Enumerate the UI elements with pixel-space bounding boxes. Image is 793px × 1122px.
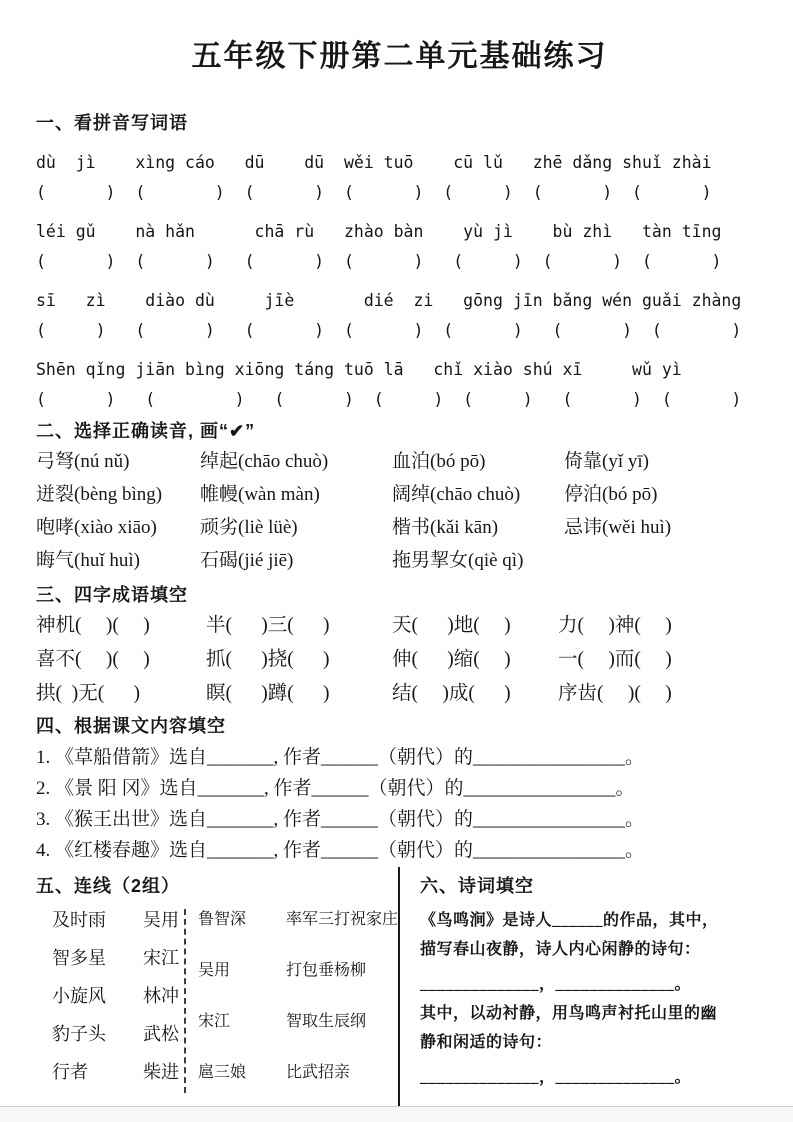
- hero-name: 武松: [143, 1024, 179, 1044]
- hero-name: 宋江: [198, 1013, 231, 1030]
- pron-item: 停泊(bó pō): [564, 484, 658, 505]
- idiom-blank: 抓( )挠( ): [206, 649, 330, 670]
- answer-parens-line-2: ( ) ( ) ( ) ( ) ( ) ( ) ( ): [36, 252, 722, 271]
- poetry-text-line: 其中，以动衬静，用鸟鸣声衬托山里的幽: [420, 1005, 718, 1022]
- idiom-blank: 一( )而( ): [558, 649, 672, 670]
- hero-name: 鲁智深: [198, 911, 247, 928]
- story-name: 智取生辰纲: [286, 1013, 367, 1030]
- bottom-two-column-region: [0, 867, 793, 1107]
- nickname: 行者: [52, 1062, 88, 1082]
- pron-item: 咆哮(xiào xiāo): [36, 517, 157, 538]
- answer-parens-line-1: ( ) ( ) ( ) ( ) ( ) ( ) ( ): [36, 183, 712, 202]
- idiom-blank: 半( )三( ): [206, 615, 330, 636]
- text-fill-item-3: 3. 《猴王出世》选自_______, 作者______（朝代）的________________。: [36, 809, 645, 830]
- story-name: 比武招亲: [286, 1064, 351, 1081]
- pinyin-line-1: dù jì xìng cáo dū dū wěi tuō cū lǔ zhē dǎng shuǐ zhài: [36, 153, 712, 172]
- match-row: [52, 1025, 184, 1044]
- poetry-text-line: 《鸟鸣涧》是诗人______的作品，其中，: [420, 912, 719, 929]
- nickname: 豹子头: [52, 1024, 106, 1044]
- page-title: 五年级下册第二单元基础练习: [191, 40, 608, 73]
- idiom-blank: 序齿( )( ): [558, 683, 672, 704]
- pron-item: 忌讳(wěi huì): [564, 517, 672, 538]
- pronunciation-grid: [36, 449, 763, 574]
- story-name: 打包垂杨柳: [286, 962, 367, 979]
- pron-item: 血泊(bó pō): [392, 451, 486, 472]
- match-row: [198, 962, 398, 980]
- nickname: 及时雨: [52, 910, 106, 930]
- idiom-blank: 拱( )无( ): [36, 683, 140, 704]
- matching-section: [0, 867, 400, 1106]
- poetry-section: [400, 867, 793, 1106]
- idiom-blank: 结( )成( ): [392, 683, 511, 704]
- idiom-blank: 天( )地( ): [392, 615, 511, 636]
- poetry-blank-line: ______________，______________。: [420, 1069, 692, 1086]
- pron-item: 石碣(jié jiē): [200, 550, 294, 571]
- match-row: [52, 911, 184, 930]
- nickname: 小旋风: [52, 986, 106, 1006]
- section5-header: 五、连线（2组）: [36, 876, 181, 896]
- section1-header: 一、看拼音写词语: [36, 113, 188, 133]
- pron-item: 阔绰(chāo chuò): [392, 484, 521, 505]
- pron-item: 帷幔(wàn màn): [200, 484, 320, 505]
- text-fill-item-1: 1. 《草船借箭》选自_______, 作者______（朝代）的________________。: [36, 747, 645, 768]
- section4-header: 四、根据课文内容填空: [36, 716, 226, 736]
- match-row: [198, 911, 398, 929]
- section2-header: 二、选择正确读音, 画“✔”: [36, 421, 256, 441]
- text-fill-item-2: 2. 《景 阳 冈》选自_______, 作者______（朝代）的________________。: [36, 778, 635, 799]
- matching-group-1: [36, 909, 186, 1093]
- idiom-blank: 神机( )( ): [36, 615, 150, 636]
- matching-groups: [36, 909, 398, 1093]
- poetry-text-line: 描写春山夜静，诗人内心闲静的诗句：: [420, 941, 701, 958]
- section6-header: 六、诗词填空: [420, 876, 534, 896]
- section3-header: 三、四字成语填空: [36, 585, 188, 605]
- text-fill-item-4: 4. 《红楼春趣》选自_______, 作者______（朝代）的________________。: [36, 840, 645, 861]
- pinyin-line-2: léi gǔ nà hǎn chā rù zhào bàn yù jì bù zhì tàn tīng: [36, 222, 722, 241]
- pinyin-line-3: sī zì diào dù jīè dié zi gōng jīn bǎng wén guǎi zhàng: [36, 291, 742, 310]
- nickname: 智多星: [52, 948, 106, 968]
- pron-item: 倚靠(yǐ yī): [564, 451, 649, 472]
- hero-name: 柴进: [143, 1062, 179, 1082]
- idiom-blank: 力( )神( ): [558, 615, 672, 636]
- pron-item: 绰起(chāo chuò): [200, 451, 329, 472]
- match-row: [198, 1013, 398, 1031]
- hero-name: 吴用: [198, 962, 231, 979]
- answer-parens-line-4: ( ) ( ) ( ) ( ) ( ) ( ) ( ): [36, 390, 742, 409]
- hero-name: 扈三娘: [198, 1064, 247, 1081]
- pron-item: 顽劣(liè lüè): [200, 517, 298, 538]
- idiom-blank: 喜不( )( ): [36, 649, 150, 670]
- pron-item: 晦气(huǐ huì): [36, 550, 140, 571]
- match-row: [52, 1063, 184, 1082]
- poetry-blank-line: ______________，______________。: [420, 976, 692, 993]
- idiom-grid: [36, 613, 763, 707]
- hero-name: 林冲: [143, 986, 179, 1006]
- poetry-text-line: 静和闲适的诗句：: [420, 1034, 553, 1051]
- answer-parens-line-3: ( ) ( ) ( ) ( ) ( ) ( ) ( ): [36, 321, 742, 340]
- page-bottom-margin: [0, 1107, 793, 1122]
- match-row: [52, 949, 184, 968]
- hero-name: 吴用: [143, 910, 179, 930]
- match-row: [52, 987, 184, 1006]
- idiom-blank: 伸( )缩( ): [392, 649, 511, 670]
- story-name: 率军三打祝家庄: [286, 911, 399, 928]
- hero-name: 宋江: [143, 948, 179, 968]
- idiom-blank: 瞑( )蹲( ): [206, 683, 330, 704]
- pron-item: 弓弩(nú nǔ): [36, 451, 130, 472]
- pron-item: 迸裂(bèng bìng): [36, 484, 163, 505]
- pinyin-line-4: Shēn qǐng jiān bìng xiōng táng tuō lā chǐ xiào shú xī wǔ yì: [36, 360, 682, 379]
- match-row: [198, 1064, 398, 1082]
- pron-item: 拖男挈女(qiè qì): [392, 550, 524, 571]
- matching-group-2: [186, 909, 398, 1093]
- pron-item: 楷书(kǎi kān): [392, 517, 499, 538]
